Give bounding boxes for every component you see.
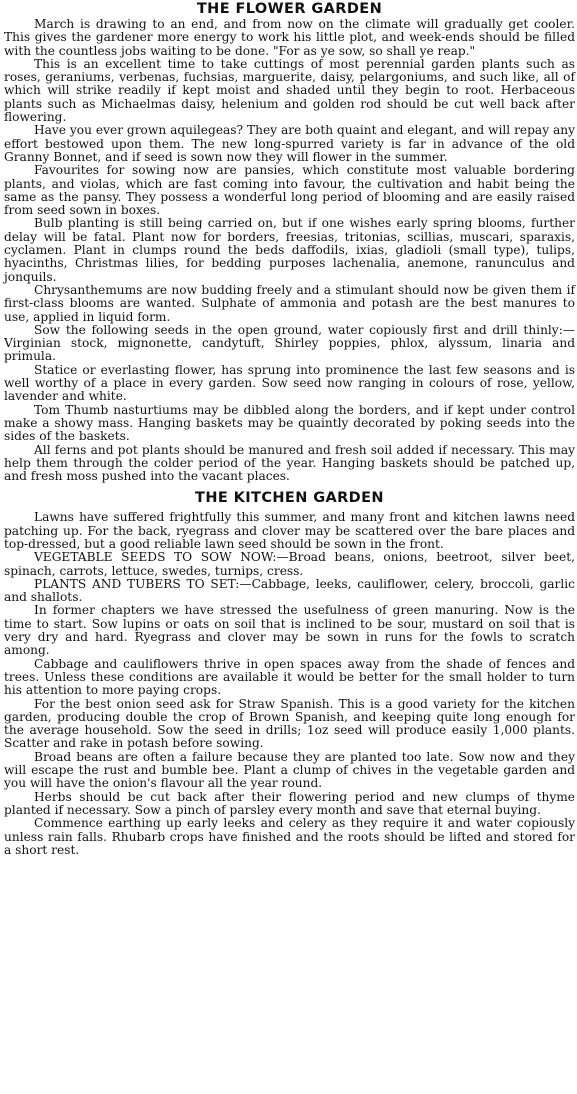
section-title: THE FLOWER GARDEN [196, 1, 383, 17]
paragraph: Commence earthing up early leeks and celery as they require it and water copiously unless rain falls. Rhubarb crops have finished and the roots should be lifted and stored for a short rest. [4, 816, 575, 857]
paragraph: Broad beans are often a failure because they are planted too late. Sow now and they will escape the rust and bumble bee. Plant a clump of chives in the vegetable garden and you will have the onion's flavour all the year round. [4, 749, 575, 791]
paragraph: Lawns have suffered frightfully this summer, and many front and kitchen lawns need patching up. For the back, ryegrass and clover may be scattered over the bare places and top-dressed, but a good reliable lawn seed should be sown in the front. [4, 510, 575, 551]
paragraph: Tom Thumb nasturtiums may be dibbled along the borders, and if kept under control make a showy mass. Hanging baskets may be quaintly decorated by poking seeds into the sides of the baskets. [4, 402, 575, 444]
paragraph: All ferns and pot plants should be manured and fresh soil added if necessary. This may help them through the colder period of the year. Hanging baskets should be patched up, and fresh moss pushed into the vacant places. [4, 442, 575, 484]
paragraph: In former chapters we have stressed the usefulness of green manuring. Now is the time to start. Sow lupins or oats on soil that is inclined to be sour, mustard on soil that is very dry and hard. Ryegrass and clover may be sown in runs for the fowls to scratch among. [4, 603, 575, 658]
section-title: THE KITCHEN GARDEN [195, 490, 384, 507]
paragraph: March is drawing to an end, and from now on the climate will gradually get cooler. This gives the gardener more energy to work his little plot, and week-ends should be filled with the countless jobs waiting to be done. "For as ye sow, so shall ye reap." [4, 17, 575, 58]
paragraph: Herbs should be cut back after their flowering period and new clumps of thyme planted if necessary. Sow a pinch of parsley every month and save that eternal buying. [4, 789, 575, 817]
paragraph: Bulb planting is still being carried on, but if one wishes early spring blooms, further delay will be fatal. Plant now for borders, freesias, tritonias, scillias, muscari, sparaxis, cyclamen. Plant in clumps round the beds daffodils, ixias, gladioli (small type), tulips, hyacinths, Christmas lilies, for bedding purposes lachenalia, anemone, ranunculus and jonquils. [4, 216, 575, 284]
kitchen-garden-section [4, 489, 575, 857]
flower-garden-section [4, 0, 575, 483]
paragraph: Statice or everlasting flower, has sprung into prominence the last few seasons and is well worthy of a place in every garden. Sow seed now ranging in colours of rose, yellow, lavender and white. [4, 362, 575, 404]
paragraph: PLANTS AND TUBERS TO SET:—Cabbage, leeks, cauliflower, celery, broccoli, garlic and shallots. [4, 576, 575, 605]
paragraph: This is an excellent time to take cuttings of most perennial garden plants such as roses, geraniums, verbenas, fuchsias, marguerite, daisy, pelargoniums, and such like, all of which will strike readily if kept moist and shaded until they begin to root. Herbaceous plants such as Michaelmas daisy, helenium and golden rod should be cut well back after flowering. [4, 56, 575, 125]
paragraph: Favourites for sowing now are pansies, which constitute most valuable bordering plants, and violas, which are fast coming into favour, the cultivation and habit being the same as the pansy. They possess a wonderful long period of blooming and are easily raised from seed sown in boxes. [4, 163, 575, 218]
paragraph: Have you ever grown aquilegeas? They are both quaint and elegant, and will repay any effort bestowed upon them. The new long-spurred variety is far in advance of the old Granny Bonnet, and if seed is sown now they will flower in the summer. [4, 123, 575, 164]
paragraph: VEGETABLE SEEDS TO SOW NOW:—Broad beans, onions, beetroot, silver beet, spinach, carrots, lettuce, swedes, turnips, cress. [4, 550, 575, 578]
paragraph: For the best onion seed ask for Straw Spanish. This is a good variety for the kitchen garden, producing double the crop of Brown Spanish, and keeping quite long enough for the average household. Sow the seed in drills; 1oz seed will produce easily 1,000 plants. Scatter and rake in potash before sowing. [4, 696, 575, 751]
paragraph: Sow the following seeds in the open ground, water copiously first and drill thinly:—Virginian stock, mignonette, candytuft, Shirley poppies, phlox, alyssum, linaria and primula. [4, 322, 575, 364]
paragraph: Chrysanthemums are now budding freely and a stimulant should now be given them if first-class blooms are wanted. Sulphate of ammonia and potash are the best manures to use, applied in liquid form. [4, 282, 575, 324]
paragraph: Cabbage and cauliflowers thrive in open spaces away from the shade of fences and trees. Unless these conditions are available it would be better for the small holder to turn his attention to more paying crops. [4, 656, 575, 698]
